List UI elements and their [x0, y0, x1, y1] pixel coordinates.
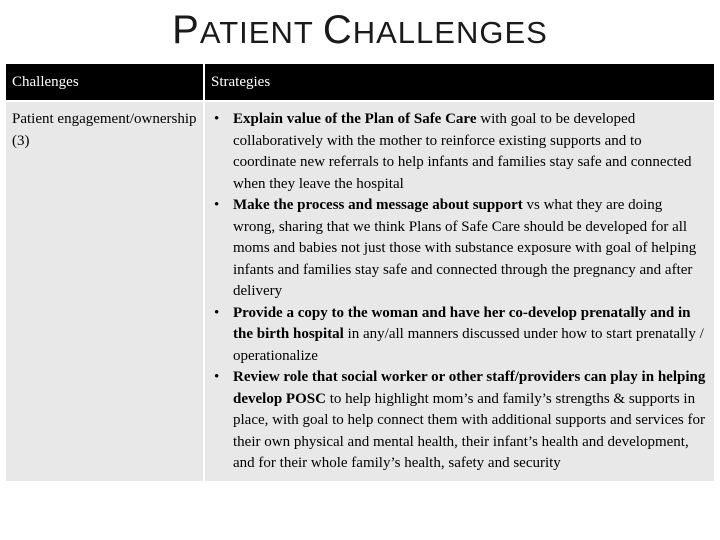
- strategy-bold-text: Review role that social worker or other staff/providers can play in helping develop POSC: [233, 369, 706, 407]
- strategy-item: [211, 195, 708, 303]
- strategy-text: to help highlight mom’s and family’s strengths & supports in place, with goal to help connect them with additional supports and services for their own physical and mental health, their infant’s health and development, and for their whole family’s health, safety and security: [233, 390, 705, 471]
- strategy-bold-text: Explain value of the Plan of Safe Care: [233, 111, 477, 127]
- table-row: [6, 100, 714, 481]
- strategy-text: with goal to be developed collaboratively with the mother to reinforce existing supports and to coordinate new referrals to help infants and families stay safe and connected when they leave the hospital: [233, 111, 692, 192]
- strategy-item: [211, 109, 708, 195]
- strategy-text: vs what they are doing wrong, sharing that we think Plans of Safe Care should be developed for all moms and babies not just those with substance exposure with goal of helping infants and families stay safe and connected through the pregnancy and after delivery: [233, 197, 697, 299]
- header-strategies: Strategies: [205, 64, 714, 100]
- strategy-text: in any/all manners discussed under how to start prenatally / operationalize: [233, 326, 704, 364]
- challenge-cell: Patient engagement/ownership (3): [6, 100, 205, 481]
- title-word-challenges-rest: HALLENGES: [352, 15, 548, 50]
- table-header-row: [6, 64, 714, 100]
- strategy-bold-text: Make the process and message about support: [233, 197, 523, 213]
- challenges-table: [6, 64, 714, 481]
- strategy-bold-text: Provide a copy to the woman and have her co-develop prenatally and in the birth hospital: [233, 304, 691, 342]
- title-initial-p: P: [172, 8, 200, 52]
- title-initial-c: C: [322, 8, 353, 52]
- title-word-patient-rest: ATIENT: [199, 15, 323, 50]
- page-title: [0, 10, 720, 50]
- bullet-icon: •: [214, 111, 220, 127]
- strategy-item: [211, 367, 708, 475]
- strategy-item: [211, 303, 708, 368]
- bullet-icon: •: [214, 304, 220, 321]
- strategies-cell: [205, 100, 714, 481]
- strategies-list: [211, 109, 708, 475]
- header-challenges: Challenges: [6, 64, 205, 100]
- bullet-icon: •: [214, 369, 220, 385]
- bullet-icon: •: [214, 197, 220, 213]
